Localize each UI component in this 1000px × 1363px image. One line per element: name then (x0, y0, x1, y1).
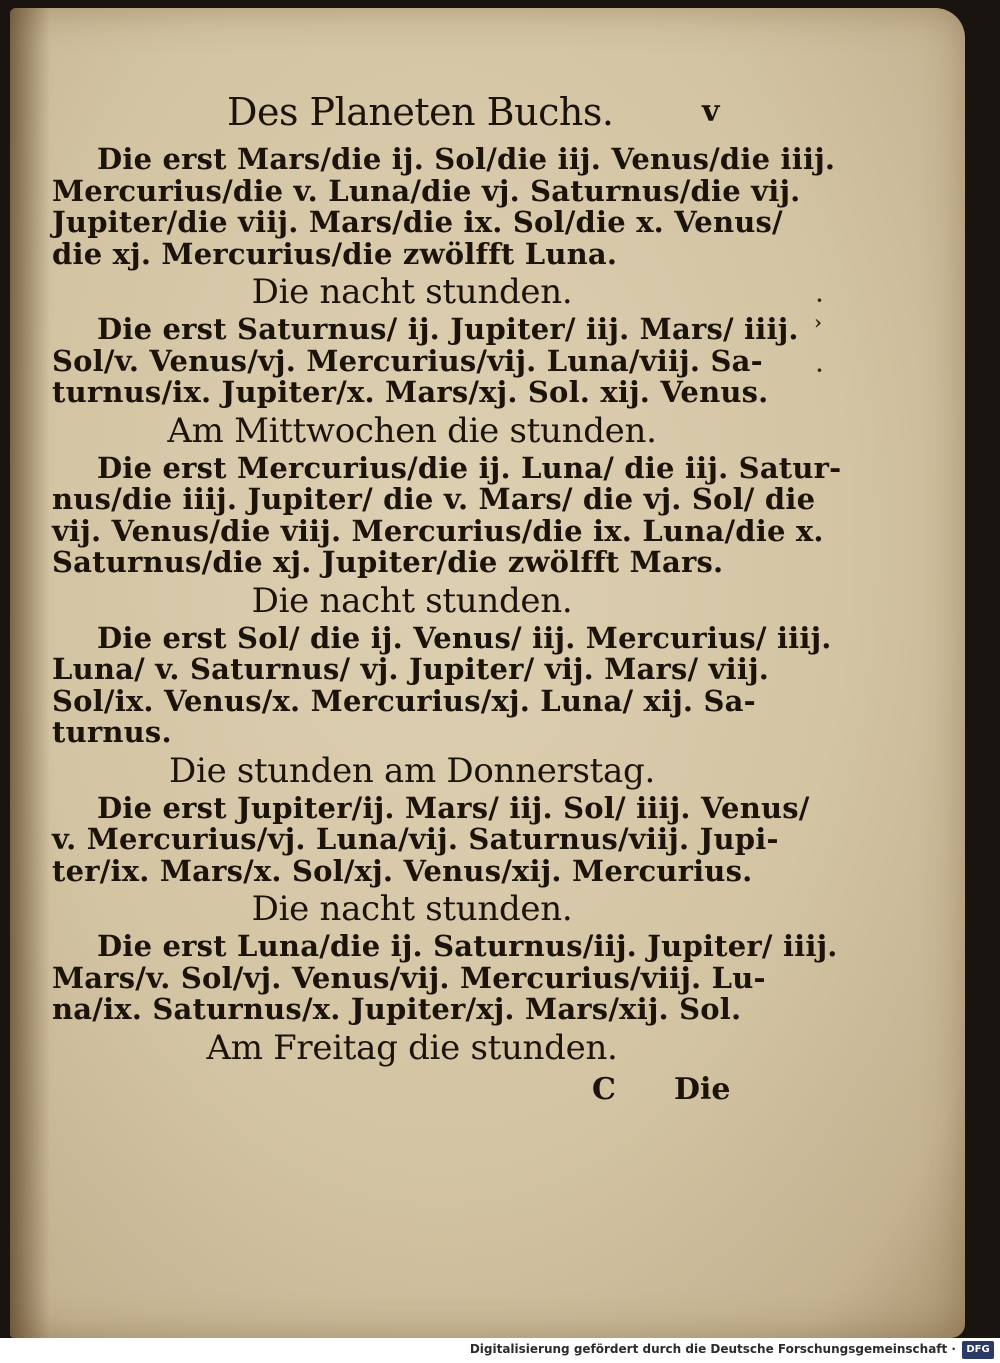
catchword: Die (674, 1071, 731, 1107)
paragraph (52, 929, 838, 1026)
section-heading: Die nacht stunden. (251, 580, 573, 621)
section-heading: Die nacht stunden. (251, 889, 573, 929)
book-page (10, 8, 965, 1338)
text-line: Sol/ix. Venus/x. Mercurius/xj. Luna/ xij. Sa- (52, 683, 756, 718)
text-line: Sol/v. Venus/vj. Mercurius/vij. Luna/viij. Sa- (52, 343, 763, 378)
paragraph (52, 312, 799, 409)
running-title: Des Planeten Buchs. (227, 90, 614, 134)
funding-credit: Digitalisierung gefördert durch die Deutsche Forschungsgemeinschaft · (469, 1342, 956, 1356)
margin-mark: · (816, 288, 823, 312)
text-line: Saturnus/die xj. Jupiter/die zwölfft Mars. (52, 545, 724, 579)
folio-number: v (702, 94, 720, 129)
text-line: turnus. (52, 715, 172, 749)
text-line: Die erst Jupiter/ij. Mars/ iij. Sol/ iiij. Venus/ (97, 790, 810, 825)
text-line: Die erst Saturnus/ ij. Jupiter/ iij. Mars/ iiij. (97, 312, 799, 346)
paragraph (52, 620, 832, 749)
paragraph (52, 142, 836, 271)
paragraph (52, 450, 842, 579)
text-line: Die erst Luna/die ij. Saturnus/iij. Jupiter/ iiij. (97, 929, 838, 963)
signature-mark: C (592, 1071, 616, 1107)
text-line: ter/ix. Mars/x. Sol/xj. Venus/xij. Mercurius. (52, 853, 753, 888)
text-line: Die erst Sol/ die ij. Venus/ iij. Mercurius/ iiij. (97, 620, 832, 655)
text-line: Die erst Mars/die ij. Sol/die iij. Venus/die iiij. (97, 142, 836, 176)
running-head (52, 86, 732, 144)
margin-mark: › (814, 310, 822, 334)
text-line: Jupiter/die viij. Mars/die ix. Sol/die x. Venus/ (52, 205, 783, 239)
page-footer (52, 1070, 732, 1110)
dfg-logo: DFG (962, 1341, 994, 1359)
text-body (52, 142, 842, 1070)
text-line: turnus/ix. Jupiter/x. Mars/xj. Sol. xij. Venus. (52, 375, 769, 409)
section-heading: Die nacht stunden. (251, 272, 573, 312)
section-heading: Am Freitag die stunden. (206, 1027, 618, 1068)
paragraph (52, 790, 810, 888)
text-line: die xj. Mercurius/die zwölfft Luna. (52, 236, 618, 271)
text-line: Die erst Mercurius/die ij. Luna/ die iij. Satur- (97, 450, 842, 485)
page-text (52, 86, 842, 1110)
text-line: na/ix. Saturnus/x. Jupiter/xj. Mars/xij. Sol. (52, 992, 742, 1026)
text-line: Luna/ v. Saturnus/ vj. Jupiter/ vij. Mars/ viij. (52, 652, 770, 686)
text-line: v. Mercurius/vj. Luna/vij. Saturnus/viij. Jupi- (52, 822, 779, 856)
section-heading: Die stunden am Donnerstag. (169, 750, 655, 791)
margin-mark: · (816, 358, 823, 382)
credit-bar (0, 1338, 1000, 1363)
text-line: nus/die iiij. Jupiter/ die v. Mars/ die vj. Sol/ die (52, 482, 816, 516)
text-line: vij. Venus/die viij. Mercurius/die ix. Luna/die x. (52, 513, 824, 548)
text-line: Mercurius/die v. Luna/die vj. Saturnus/die vij. (52, 173, 801, 208)
text-line: Mars/v. Sol/vj. Venus/vij. Mercurius/viij. Lu- (52, 960, 766, 995)
bleed-through (40, 1060, 49, 1093)
binding-shadow (10, 8, 50, 1338)
section-heading: Am Mittwochen die stunden. (167, 410, 657, 451)
